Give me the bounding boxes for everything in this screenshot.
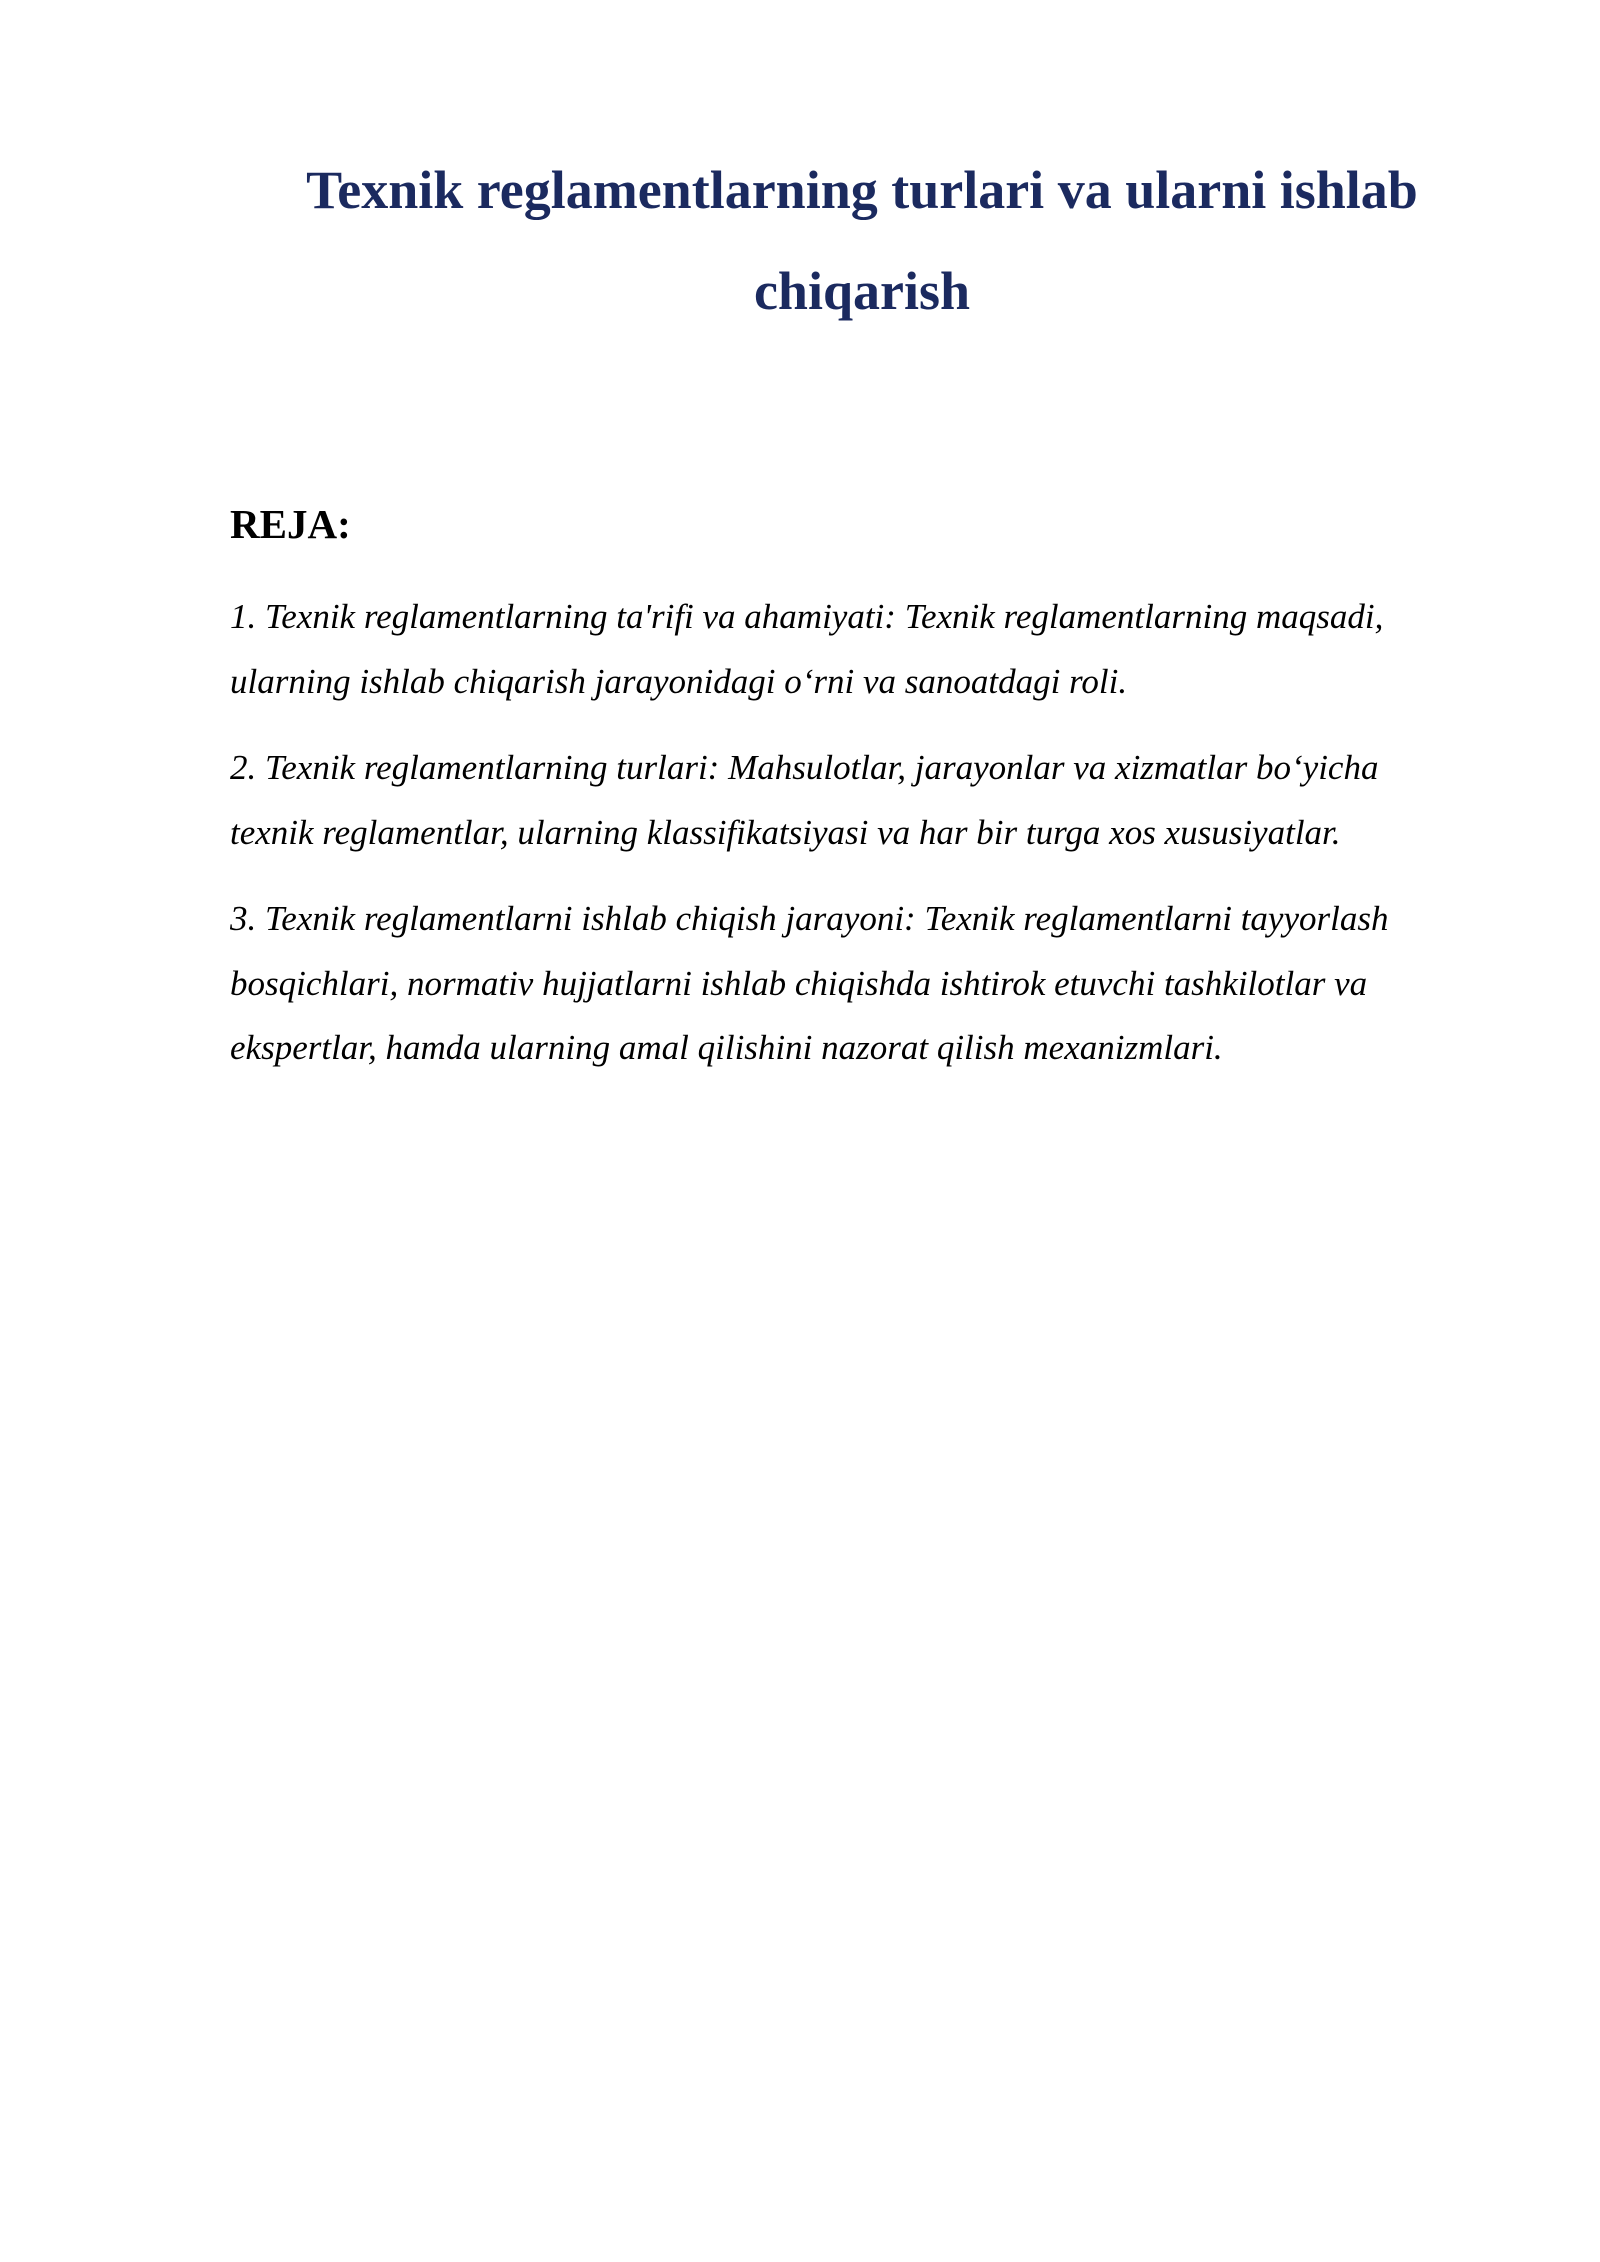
plan-list (230, 585, 1500, 1103)
plan-item-3 (230, 887, 1500, 1081)
plan-item-3-line-1: 3. Texnik reglamentlarni ishlab chiqish jarayoni: Texnik reglamentlarni tayyorlash (230, 899, 1389, 938)
plan-item-3-line-3: ekspertlar, hamda ularning amal qilishini nazorat qilish mexanizmlari. (230, 1028, 1223, 1067)
plan-item-1 (230, 585, 1500, 714)
plan-item-1-line-1: 1. Texnik reglamentlarning ta'rifi va ahamiyati: Texnik reglamentlarning maqsadi, (230, 597, 1384, 636)
plan-item-3-line-2: bosqichlari, normativ hujjatlarni ishlab chiqishda ishtirok etuvchi tashkilotlar va (230, 963, 1368, 1003)
document-title-line-1: Texnik reglamentlarning turlari va ularni ishlab (306, 160, 1418, 220)
plan-item-2-line-1: 2. Texnik reglamentlarning turlari: Mahsulotlar, jarayonlar va xizmatlar bo‘yicha (230, 748, 1379, 787)
plan-item-1-line-2: ularning ishlab chiqarish jarayonidagi o‘rni va sanoatdagi roli. (230, 661, 1128, 701)
document-title (232, 140, 1492, 342)
plan-item-2-line-2: texnik reglamentlar, ularning klassifikatsiyasi va har bir turga xos xususiyatlar. (230, 812, 1341, 852)
plan-item-2 (230, 736, 1500, 865)
document-title-line-2: chiqarish (753, 261, 971, 321)
plan-heading: REJA: (230, 501, 351, 547)
